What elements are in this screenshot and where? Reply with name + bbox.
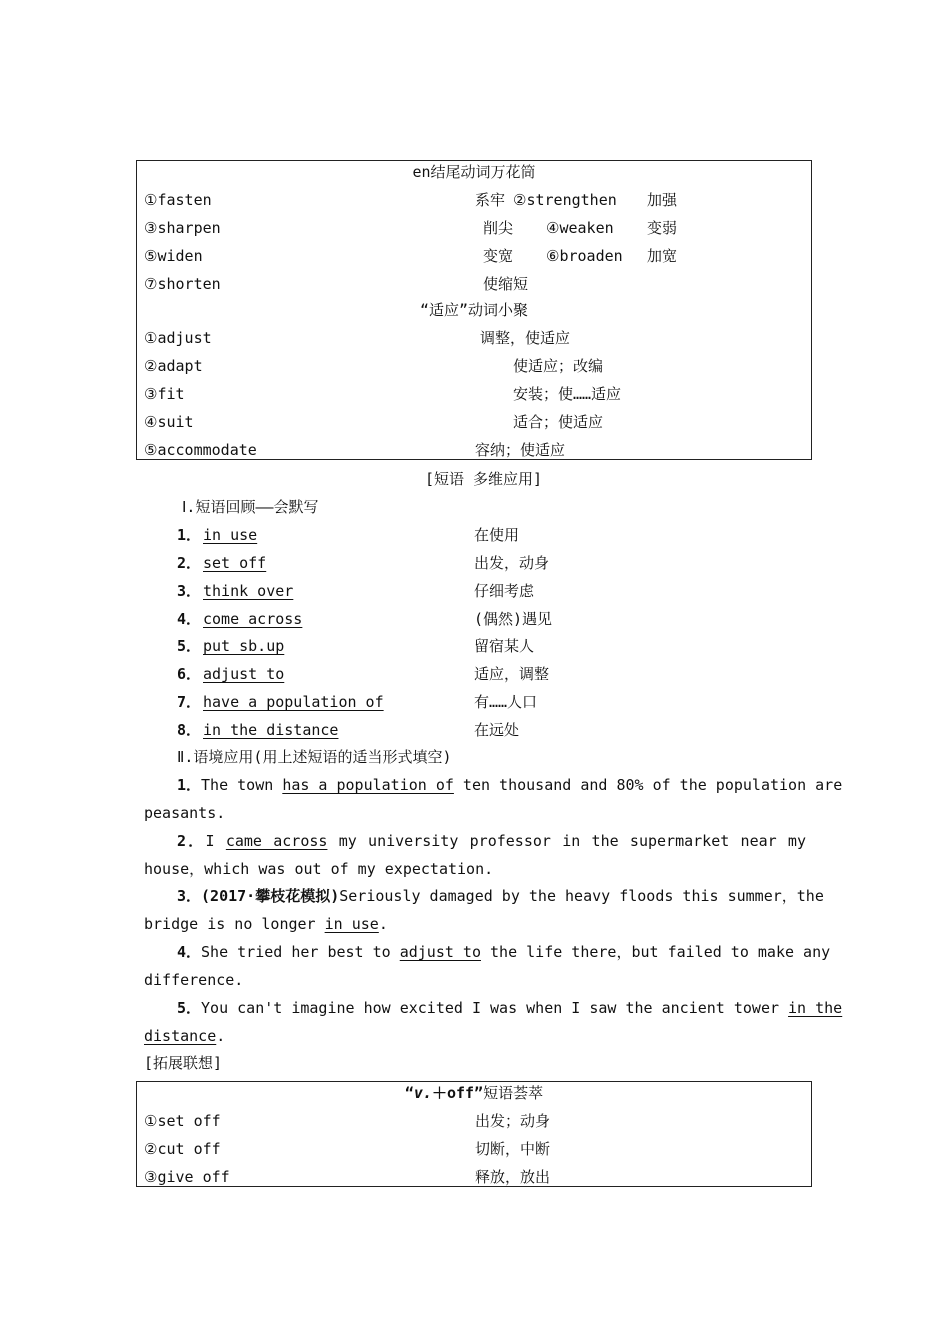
- phrase-answer: put sb.up: [203, 637, 285, 655]
- row-col-b: 切断，中断: [475, 1140, 551, 1158]
- sentence-continuation: [144, 1023, 225, 1049]
- phrase-number: 2．: [177, 554, 202, 572]
- phrase-meaning: 在使用: [474, 526, 520, 544]
- row-col-b: 使缩短: [483, 275, 529, 293]
- exercise-sentence-3: [177, 883, 824, 909]
- sentence-continuation: house，which was out of my expectation.: [144, 860, 494, 878]
- phrase-answer: come across: [203, 610, 303, 628]
- sentence-continuation: [144, 911, 388, 937]
- sentence-text: I: [205, 832, 226, 850]
- row-col-a: ⑤widen: [144, 247, 203, 265]
- row-col-b: 容纳；使适应: [475, 441, 566, 459]
- row-col-a: ③fit: [144, 385, 185, 403]
- sentence-text: She tried her best to: [201, 943, 400, 961]
- sentence-text: .: [216, 1027, 226, 1045]
- row-col-c: ⑥broaden: [546, 247, 623, 265]
- row-col-b: 安装；使……适应: [513, 385, 622, 403]
- phrase-meaning: 适应，调整: [474, 665, 550, 683]
- exercise-sentence-2: [177, 828, 806, 854]
- part1-title: Ⅰ.短语回顾——会默写: [182, 498, 319, 516]
- exercise-sentence-4: [177, 939, 831, 965]
- phrase-meaning: 出发，动身: [474, 554, 550, 572]
- row-col-c: ④weaken: [546, 219, 614, 237]
- row-col-b: 适合；使适应: [513, 413, 604, 431]
- phrase-answer: in the distance: [203, 721, 339, 739]
- exercise-number: 3．: [177, 887, 202, 905]
- row-col-a: ③sharpen: [144, 219, 221, 237]
- phrase-number: 3．: [177, 582, 202, 600]
- phrase-answer: think over: [203, 582, 294, 600]
- row-col-b: 变宽: [483, 247, 514, 265]
- vocab-table-1: [136, 160, 812, 460]
- row-col-a: ④suit: [144, 413, 194, 431]
- row-col-a: ①fasten: [144, 191, 212, 209]
- sentence-text: my university professor in the supermarket near my: [327, 832, 806, 850]
- row-col-a: ⑦shorten: [144, 275, 221, 293]
- row-col-b: 系牢: [475, 191, 506, 209]
- phrase-number: 6．: [177, 665, 202, 683]
- phrase-number: 8．: [177, 721, 202, 739]
- row-col-a: ①adjust: [144, 329, 212, 347]
- row-col-b: 削尖: [483, 219, 514, 237]
- row-col-a: ⑤accommodate: [144, 441, 257, 459]
- part2-title: Ⅱ.语境应用(用上述短语的适当形式填空): [177, 748, 452, 766]
- phrase-number: 1．: [177, 526, 202, 544]
- phrase-number: 7．: [177, 693, 202, 711]
- table-title-v-off: [137, 1080, 811, 1106]
- row-col-b: 释放，放出: [475, 1168, 551, 1186]
- expand-heading: [拓展联想]: [144, 1054, 223, 1072]
- exercise-sentence-1: [177, 772, 843, 798]
- phrase-answer: in use: [203, 526, 258, 544]
- exercise-number: 4．: [177, 943, 202, 961]
- exercise-sentence-5: [177, 995, 843, 1021]
- row-col-a: ①set off: [144, 1112, 221, 1130]
- sentence-text: bridge is no longer: [144, 915, 325, 933]
- exercise-source: (2017·攀枝花模拟): [201, 887, 340, 905]
- sentence-text: You can't imagine how excited I was when I saw the ancient tower: [201, 999, 789, 1017]
- phrase-answer: have a population of: [203, 693, 384, 711]
- phrase-meaning: 仔细考虑: [474, 582, 535, 600]
- sentence-text: the life there，but failed to make any: [481, 943, 831, 961]
- sentence-continuation: difference.: [144, 971, 244, 989]
- phrase-meaning: 有……人口: [474, 693, 538, 711]
- exercise-number: 2．: [177, 832, 206, 850]
- sentence-text: ten thousand and 80% of the population are: [453, 776, 843, 794]
- row-col-a: ③give off: [144, 1168, 230, 1186]
- table-title-adapt-verbs: “适应”动词小聚: [419, 301, 529, 319]
- sentence-answer: came across: [225, 832, 328, 850]
- row-col-a: ②cut off: [144, 1140, 221, 1158]
- row-col-d: 加宽: [647, 247, 678, 265]
- sentence-continuation: peasants.: [144, 804, 226, 822]
- row-col-d: 加强: [647, 191, 678, 209]
- row-col-b: 调整，使适应: [480, 329, 571, 347]
- table-title-en-verbs: en结尾动词万花筒: [412, 163, 536, 181]
- title-v: v.: [413, 1084, 432, 1102]
- phrase-meaning: 在远处: [474, 721, 520, 739]
- phrase-answer: set off: [203, 554, 267, 572]
- sentence-answer: in use: [324, 915, 379, 933]
- exercise-number: 5．: [177, 999, 202, 1017]
- vocab-table-2: [136, 1081, 812, 1187]
- title-off: ＋off”: [431, 1084, 484, 1102]
- phrase-meaning: (偶然)遇见: [474, 610, 553, 628]
- sentence-answer: adjust to: [399, 943, 481, 961]
- title-zh: 短语荟萃: [483, 1084, 544, 1102]
- title-quote: “: [404, 1084, 414, 1102]
- sentence-text: Seriously damaged by the heavy floods this summer，the: [339, 887, 824, 905]
- row-col-b: 使适应；改编: [513, 357, 604, 375]
- row-col-b: 出发；动身: [475, 1112, 551, 1130]
- sentence-answer: distance: [144, 1027, 217, 1045]
- phrase-number: 4．: [177, 610, 202, 628]
- sentence-answer: in the: [788, 999, 843, 1017]
- phrase-number: 5．: [177, 637, 202, 655]
- phrase-answer: adjust to: [203, 665, 285, 683]
- sentence-text: .: [378, 915, 388, 933]
- row-col-d: 变弱: [647, 219, 678, 237]
- exercise-number: 1．: [177, 776, 202, 794]
- section-heading-phrases: [短语 多维应用]: [425, 470, 543, 488]
- row-col-a: ②adapt: [144, 357, 203, 375]
- sentence-answer: has a population of: [282, 776, 454, 794]
- phrase-meaning: 留宿某人: [474, 637, 535, 655]
- sentence-text: The town: [201, 776, 283, 794]
- row-col-c: ②strengthen: [513, 191, 617, 209]
